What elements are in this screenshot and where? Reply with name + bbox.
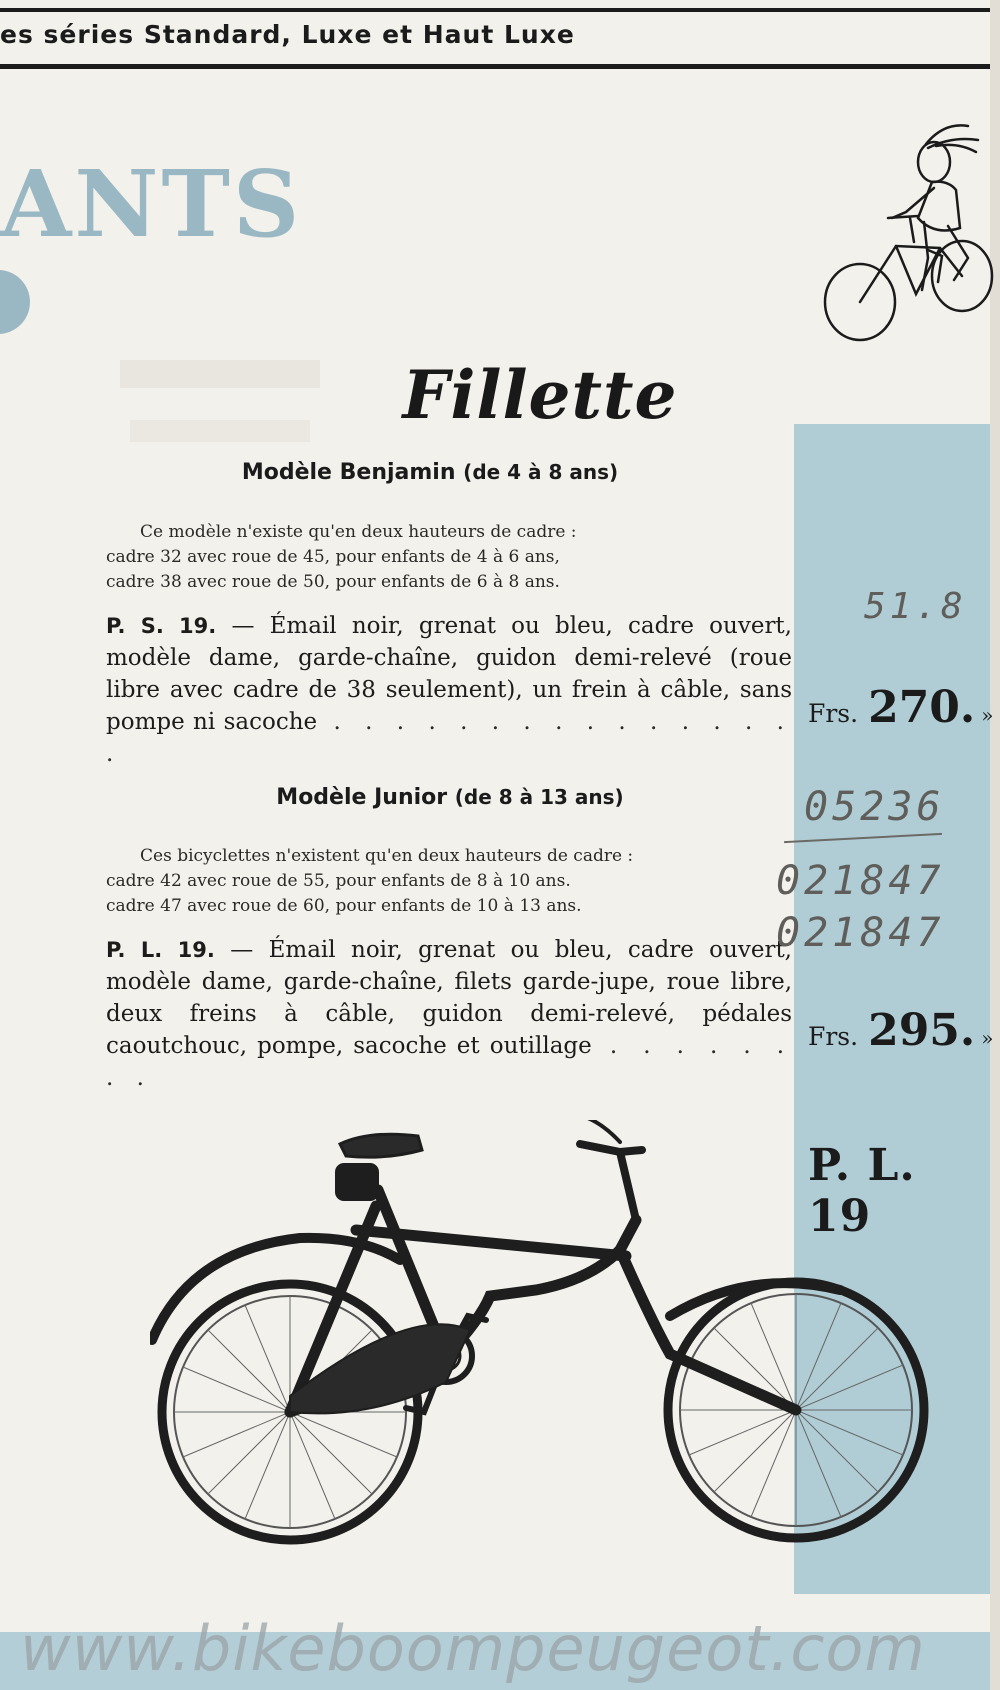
show-through-mark: [120, 360, 320, 388]
section-big-title: ANTS: [0, 150, 303, 258]
model-note: [106, 844, 796, 919]
price-amount: 270.: [868, 682, 976, 733]
pencil-annotation: 05236: [804, 784, 945, 830]
model-age-range: (de 8 à 13 ans): [454, 785, 624, 809]
bicycle-illustration-icon: [150, 1120, 960, 1550]
price-tail: »: [981, 703, 994, 727]
pencil-annotation: 51.8: [864, 586, 967, 627]
model-heading-benjamin: [180, 460, 680, 485]
pencil-annotation: 021847: [776, 910, 945, 956]
model-name: Modèle Junior: [276, 785, 448, 810]
model-name: Modèle Benjamin: [241, 460, 456, 485]
top-rule: [0, 8, 990, 12]
model-description: [106, 610, 792, 770]
price-currency: Frs.: [808, 699, 859, 728]
note-line: Ce modèle n'existe qu'en deux hauteurs de cadre :: [140, 522, 577, 542]
description-text: — Émail noir, grenat ou bleu, cadre ouvert, modèle dame, garde-chaîne, filets garde-jupe, roue libre, deux freins à câble, guidon demi-relevé, pédales caoutchouc, pompe, sacoche et outillage: [106, 937, 792, 1059]
note-line: Ces bicyclettes n'existent qu'en deux hauteurs de cadre :: [140, 846, 634, 866]
dot-leaders: . . . . . . . .: [106, 1033, 793, 1091]
price-benjamin: [808, 682, 998, 733]
note-line: cadre 47 avec roue de 60, pour enfants de 10 à 13 ans.: [106, 896, 582, 916]
price-junior: [808, 1005, 998, 1056]
model-age-range: (de 4 à 8 ans): [463, 460, 619, 484]
note-line: cadre 38 avec roue de 50, pour enfants de 6 à 8 ans.: [106, 572, 560, 592]
note-line: cadre 32 avec roue de 45, pour enfants de 4 à 6 ans,: [106, 547, 560, 567]
illustration-model-label: P. L. 19: [808, 1140, 916, 1242]
price-tail: »: [981, 1026, 994, 1050]
model-code: P. L. 19.: [106, 938, 215, 962]
dot-leaders: . . . . . . . . . . . . . . . .: [106, 709, 792, 767]
header-underline: [0, 64, 990, 69]
model-code: P. S. 19.: [106, 614, 217, 638]
watermark: www.bikeboompeugeot.com: [20, 1612, 926, 1685]
price-currency: Frs.: [808, 1022, 859, 1051]
series-header: es séries Standard, Luxe et Haut Luxe: [0, 20, 575, 49]
model-note: [106, 520, 796, 595]
category-title: Fillette: [402, 356, 678, 434]
price-amount: 295.: [868, 1005, 976, 1056]
girl-cyclist-sketch-icon: [818, 118, 998, 358]
note-line: cadre 42 avec roue de 55, pour enfants de 8 à 10 ans.: [106, 871, 571, 891]
model-description: [106, 934, 792, 1094]
blue-disc-ornament: [0, 270, 30, 334]
description-text: — Émail noir, grenat ou bleu, cadre ouvert, modèle dame, garde-chaîne, guidon demi-relevé (roue libre avec cadre de 38 seulement), un frein à câble, sans pompe ni sacoche: [106, 613, 792, 735]
show-through-mark: [130, 420, 310, 442]
pencil-annotation: 021847: [776, 858, 945, 904]
model-heading-junior: [200, 785, 700, 810]
